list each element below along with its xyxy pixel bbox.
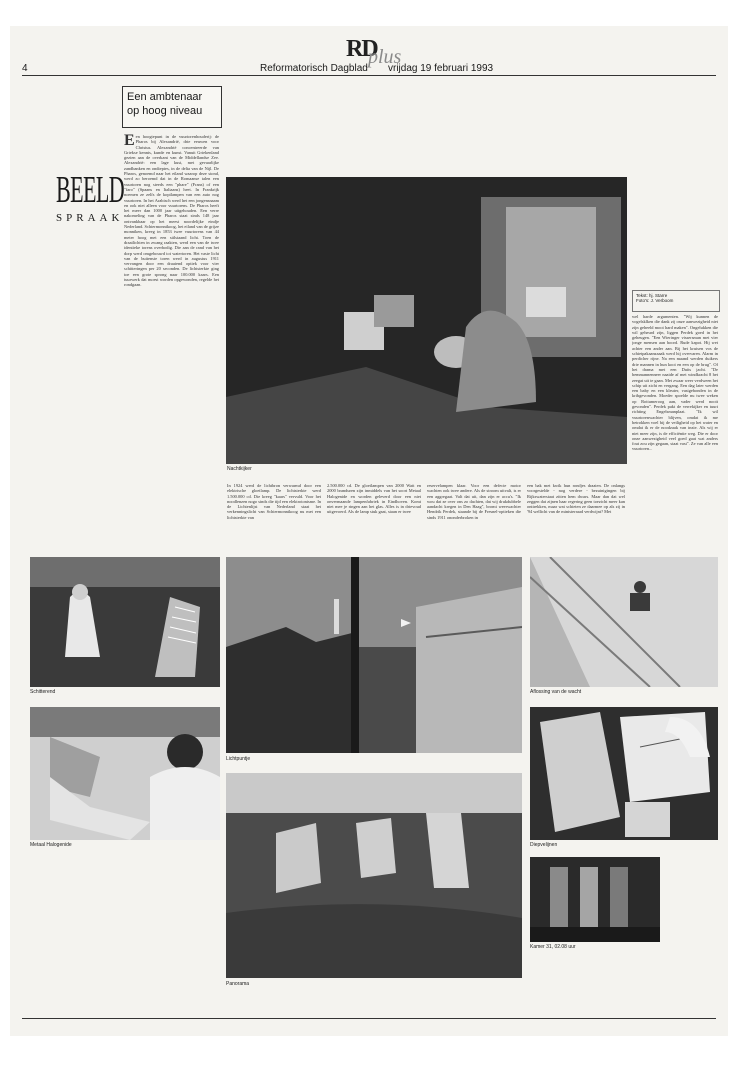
control-room-image	[226, 177, 627, 464]
body-mid-2-text: 2.500.000 cd. De gloeilampen van 2000 Watt en 2000 branduren zijn inmiddels van het soort Metaal Halogenide en worden geleverd door een niet onvermaande lampenfabriek in Eindhoven. Komt niet mee je ringen aan het glas. Alles is in drievoud uitgevoerd. Als de lamp stuk gaat, staan er twee	[327, 483, 421, 515]
caption-panorama: Panorama	[226, 981, 250, 987]
body-mid-4-text: een bak met kwik hun rondjes draaien. De onlangs voorgestelde - nog verdere - bezuinigingen bij Rijkswaterstaat zitten hem dwars. Maar dan dat wel zeggen dat zijnen haar regering geen toezicht meer kan onttrekken, maar wat schieten ze daarmee op als zij in '94 wellicht van de ministerraad verdwijnt? Met	[527, 483, 625, 515]
caption-diepvelijnen: Diepvelijnen	[530, 842, 558, 848]
body-left-text: en hoogtepunt in de vuurtorenhouderij: de Pharos bij Alexandrië, drie eeuwen voor Christus. Alexandrië concentreerde van Griekse kennis, kunde en kunst. Vanuit Griekenland gezien aan de overkant van de Middellandse Zee. Alexandrië: een lage kust, met gevaarlijke zandbanken en ondieptes, in de delta van de Nijl. De Pharos, genoemd naar het eiland waarop deze stond, werd zo beroemd dat in de Romaanse talen een vuurtoren nog steeds een "phare" (Frans) of een "faro" (Spaans en Italiaans) heet. In Frankrijk noemen ze zelfs de kopilampen van een auto nog vuurtoren. In het Arabisch werd het een jongensnaam en ook niet alleen voor vuurtorens. De Pharos heeft het meer dan 1000 jaar uitgehouden. Een verre nakomeling van de Pharos staat sinds 148 jaar ontvankbaar op het meest noordelijke eindje Nederland. Schiermonnikoog, het eiland van de grijze monniken, kreeg in 1853 twee vuurtorens van 44 meter hoog met een stilstaand licht. Toen de draailichten in zwang raakten, werd een van de twee identieke torens overbodig. Die aan de rand van het dorp werd omgebouwd tot watertoren. Het vaste licht van de buitenste toren werd in augustus 1911 vervangen door een draaiend optiek voor vier schitteringen per 20 seconden. De lichtsterkte ging toe een grote sprong naar 100.000 kaars. Een tuurwerk dat moest worden opgewonden, regelde het rondgaan.	[124, 134, 219, 288]
photo-kamer-31	[530, 857, 660, 942]
footer-rule	[22, 1018, 716, 1019]
article-body-right	[632, 314, 718, 552]
photo-lichtpuntje	[226, 557, 522, 753]
caption-aflossing: Aflossing van de wacht	[530, 689, 582, 695]
chart-table-image	[530, 707, 718, 840]
stairs-image	[530, 557, 718, 687]
issue-date: vrijdag 19 februari 1993	[388, 63, 494, 74]
paper-name: Reformatorisch Dagblad	[260, 63, 368, 74]
panorama-image	[226, 773, 522, 978]
drop-cap: E	[124, 134, 135, 149]
photo-schitterend	[30, 557, 220, 687]
credit-text: Tekst: hj. Starre	[636, 293, 668, 298]
credit-photo: Foto's: J. Verboom	[636, 298, 674, 303]
article-body-mid-3	[427, 483, 521, 553]
article-body-left	[124, 134, 219, 554]
body-mid-3-text: reservelampen klaar. Voor een defecte motor wachten ook twee andere. Als de stroom uitvalt, is er een aggregaat. Valt dat uit, dan zijn er accu's. "Ik wou dat ze over ons zo dachten, dat wij drukdubbele aandacht kregen in Den Haag", bromt weerwachter Hendrik Perdek, staande bij de Fresnel-optieken die sinds 1911 ononderbroken in	[427, 483, 521, 520]
caption-schitterend: Schitterend	[30, 689, 56, 695]
kicker-beeld: BEELD	[56, 169, 125, 211]
main-photo	[226, 177, 627, 464]
article-title-box	[122, 86, 222, 128]
header-rule	[22, 75, 716, 76]
photo-aflossing	[530, 557, 718, 687]
article-body-mid-2	[327, 483, 421, 553]
photo-diepvelijnen	[530, 707, 718, 840]
caption-lichtpuntje: Lichtpuntje	[226, 756, 251, 762]
caption-kamer-31: Kamer 31, 02.08 uur	[530, 944, 576, 950]
photo-metaal-halogenide	[30, 707, 220, 840]
photo-panorama	[226, 773, 522, 978]
body-right-text: wel harde argumenten. "Wij kunnen de vogelsklken die dank zij onze aanwezigheid niet zijn geheeld mooi hard maken". Ongelukken die wil geheurd zijn, liggen Perdek goed in het geheugen. "Een Wieringer vissersman met vier jonge mensen aan boord. Rude kapot. Hij wet achter een ander aan. Bij het kruisen vos de schietpakaanzaaak werd hij overvaren. Alarm in perdicher rijne. Na een maand werden duikers drie mannen in hun kooi en een op de brug". Of het drama met een Duits jacht. "De bemmannenneer naaide af met windkracht 8 het zeegat uit te gaan. Met zwaar weer verdween het schip uit zicht en vergang. Een dag later werden een baby en een kleuter, vastgebonden in de kribgevonden. Moeder spoelde nu twee weken op Rottumeroog aan, vader werd nooit gevonden". Perdek pakt de verrekijker en tuurt richting Engelsmanplaat. "Ik wil vuurtorenwachter blijven, omdat ik me betrokken voel bij de veiligheid op het water en omdat ik er de noodzaak van inzie. Als wij er niet meer zijn, is de efficiëntie weg. Die er door onze aanwezigheid veel goed gaat wat anders fout zou zijn gegaan, staat vast". Ze van alle een vuurtoren...	[632, 314, 718, 452]
lighthouse-window-image	[226, 557, 522, 753]
room-window-image	[530, 857, 660, 942]
lamp-man-image	[30, 707, 220, 840]
article-title: Een ambtenaar op hoog niveau	[127, 91, 203, 117]
logo-plus: plus	[368, 46, 402, 68]
section-kicker	[56, 169, 125, 224]
page-number: 4	[22, 63, 28, 74]
article-body-mid-4	[527, 483, 625, 553]
caption-metaal-halogenide: Metaal Halogenide	[30, 842, 72, 848]
lens-image	[30, 557, 220, 687]
kicker-spraak: SPRAAK	[56, 212, 124, 224]
body-mid-1-text: In 1924 werd de lichtbron verwarmd door een elektrische gloeilamp. De lichtsterkte werd 1.500.000 cd. Die kreeg "kaars" vervuld. Voor het noodlenzen nogo sinds die tijd een elektrotonisme. In de Lichtenlijst van Nederland staat het verkenningslicht van Schiermonnikoog nu met een lichtsterkte van	[227, 483, 321, 520]
article-body-mid-1	[227, 483, 321, 553]
logo-rd: RD	[346, 36, 377, 62]
credits-box	[632, 290, 720, 312]
caption-main: Nachtkijker	[227, 466, 252, 472]
